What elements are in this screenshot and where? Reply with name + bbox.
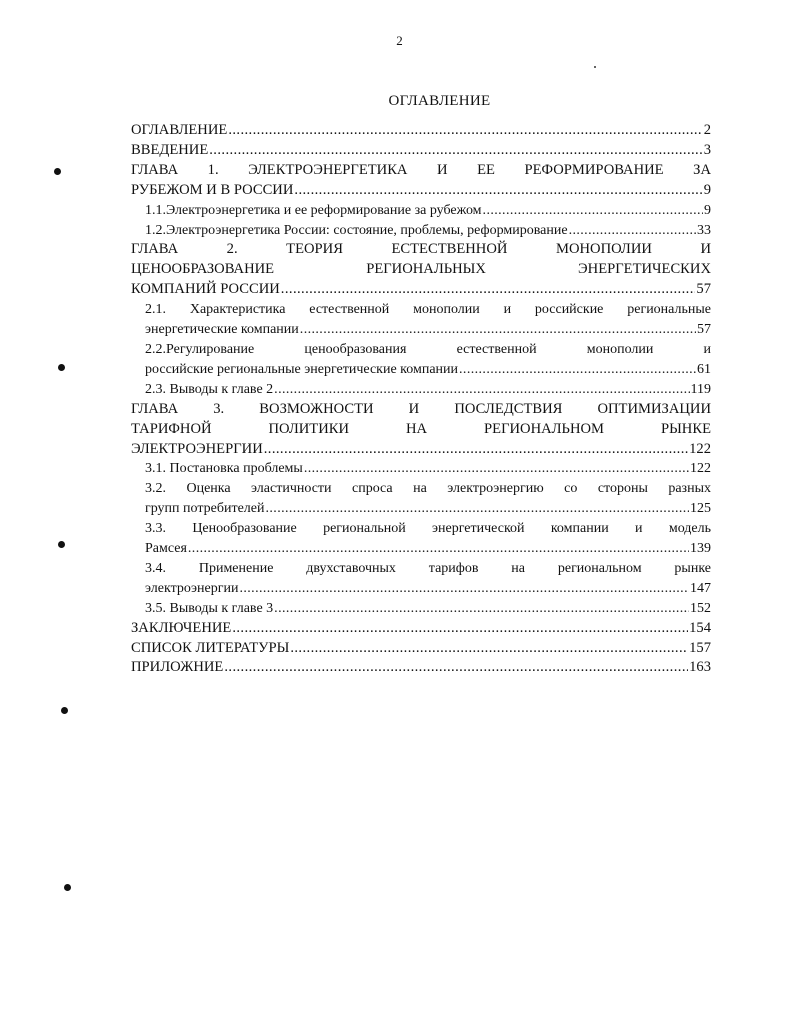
toc-entry-page-number: 125 xyxy=(690,501,711,517)
toc-entry-page-number: 122 xyxy=(690,461,711,477)
dot-leader xyxy=(281,280,696,300)
toc-entry-title: ОГЛАВЛЕНИЕ xyxy=(131,122,228,138)
toc-entry-page-number: 57 xyxy=(697,322,711,338)
toc-entry[interactable] xyxy=(131,221,711,241)
toc-entry-title-line: ГЛАВА 2. ТЕОРИЯ ЕСТЕСТВЕННОЙ МОНОПОЛИИ И xyxy=(131,241,711,258)
toc-entry-title: 1.1.Электроэнергетика и ее реформирование за рубежом xyxy=(145,202,482,218)
dot-leader xyxy=(188,539,689,559)
toc-entry-page-number: 122 xyxy=(689,440,711,457)
toc-entry-title: ПРИЛОЖНИЕ xyxy=(131,659,224,676)
dot-leader xyxy=(266,499,690,519)
dot-leader xyxy=(290,639,688,659)
toc-entry[interactable] xyxy=(131,300,711,340)
toc-entry-title: 3.1. Постановка проблемы xyxy=(145,461,303,477)
dot-leader xyxy=(209,141,702,161)
toc-entry[interactable] xyxy=(131,161,711,201)
toc-entry-page-number: 163 xyxy=(689,659,711,676)
toc-entry[interactable] xyxy=(131,658,711,678)
toc-entry[interactable] xyxy=(131,479,711,519)
toc-entry-page-number: 154 xyxy=(689,619,711,636)
toc-entry-title-line: 3.4. Применение двухставочных тарифов на региональном рынке xyxy=(145,560,711,576)
dot-leader xyxy=(274,380,689,400)
dot-leader xyxy=(224,658,688,678)
toc-entry-title: ЭЛЕКТРОЭНЕРГИИ xyxy=(131,440,263,457)
toc-entry-page-number: 147 xyxy=(690,580,711,596)
dot-leader xyxy=(274,599,689,619)
toc-entry-title: 3.5. Выводы к главе 3 xyxy=(145,600,274,616)
toc-entry[interactable] xyxy=(131,240,711,300)
dot-leader xyxy=(232,619,688,639)
dot-leader xyxy=(294,181,702,201)
toc-entry-title-line: ЦЕНООБРАЗОВАНИЕ РЕГИОНАЛЬНЫХ ЭНЕРГЕТИЧЕСКИХ xyxy=(131,261,711,278)
dot-leader xyxy=(300,320,696,340)
scan-speck xyxy=(594,66,596,68)
toc-entry-title: групп потребителей xyxy=(145,501,265,517)
toc-entry-page-number: 2 xyxy=(703,122,711,138)
scan-speck xyxy=(58,364,65,371)
page-number: 2 xyxy=(396,33,403,48)
toc-entry[interactable] xyxy=(131,619,711,639)
toc-entry-page-number: 157 xyxy=(689,639,711,656)
toc-entry-page-number: 9 xyxy=(703,181,711,198)
toc-entry-title: электроэнергии xyxy=(145,580,239,596)
toc-entry-title: КОМПАНИЙ РОССИИ xyxy=(131,281,280,298)
toc-entry-title: СПИСОК ЛИТЕРАТУРЫ xyxy=(131,639,290,656)
toc-entry-page-number: 139 xyxy=(690,541,711,557)
toc-entry-title: РУБЕЖОМ И В РОССИИ xyxy=(131,181,294,198)
toc-entry[interactable] xyxy=(131,201,711,221)
document-title: ОГЛАВЛЕНИЕ xyxy=(388,93,491,109)
toc-entry[interactable] xyxy=(131,141,711,161)
scan-speck xyxy=(54,168,61,175)
toc-entry[interactable] xyxy=(131,380,711,400)
scan-speck xyxy=(64,884,71,891)
toc-entry[interactable] xyxy=(131,519,711,559)
toc-entry[interactable] xyxy=(131,121,711,141)
toc-entry[interactable] xyxy=(131,559,711,599)
toc-entry-title: энергетические компании xyxy=(145,322,299,338)
toc-entry-title-line: 3.3. Ценообразование региональной энергетической компании и модель xyxy=(145,521,711,537)
toc-entry-title: 2.3. Выводы к главе 2 xyxy=(145,381,274,397)
dot-leader xyxy=(459,360,696,380)
dot-leader xyxy=(239,579,689,599)
scan-speck xyxy=(58,541,65,548)
toc-entry[interactable] xyxy=(131,400,711,460)
toc-entry-page-number: 61 xyxy=(697,361,711,377)
toc-entry-page-number: 3 xyxy=(703,141,711,158)
dot-leader xyxy=(304,459,689,479)
toc-entry-title: ВВЕДЕНИЕ xyxy=(131,141,209,158)
toc-entry[interactable] xyxy=(131,340,711,380)
toc-entry-title: Рамсея xyxy=(145,541,187,557)
scan-speck xyxy=(61,707,68,714)
toc-entry-page-number: 152 xyxy=(690,600,711,616)
toc-entry-page-number: 119 xyxy=(690,381,711,397)
toc-entry-title-line: 2.1. Характеристика естественной монополии и российские региональные xyxy=(145,302,711,318)
dot-leader xyxy=(228,121,702,141)
toc-entry-title: ЗАКЛЮЧЕНИЕ xyxy=(131,619,232,636)
toc-entry-page-number: 57 xyxy=(696,281,711,298)
toc-entry[interactable] xyxy=(131,459,711,479)
toc-entry-title-line: 2.2.Регулирование ценообразования естественной монополии и xyxy=(145,341,711,357)
toc-entry-title: 1.2.Электроэнергетика России: состояние, проблемы, реформирование xyxy=(145,222,568,238)
table-of-contents xyxy=(131,121,711,678)
toc-entry-title-line: 3.2. Оценка эластичности спроса на электроэнергию со стороны разных xyxy=(145,481,711,497)
toc-entry-page-number: 9 xyxy=(704,202,711,218)
toc-entry[interactable] xyxy=(131,599,711,619)
toc-entry-title-line: ГЛАВА 3. ВОЗМОЖНОСТИ И ПОСЛЕДСТВИЯ ОПТИМИЗАЦИИ xyxy=(131,400,711,417)
toc-entry-title: российские региональные энергетические компании xyxy=(145,361,459,377)
dot-leader xyxy=(569,221,696,241)
dot-leader xyxy=(483,201,703,221)
toc-entry[interactable] xyxy=(131,639,711,659)
toc-entry-title-line: ГЛАВА 1. ЭЛЕКТРОЭНЕРГЕТИКА И ЕЕ РЕФОРМИРОВАНИЕ ЗА xyxy=(131,161,711,178)
toc-entry-page-number: 33 xyxy=(697,222,711,238)
dot-leader xyxy=(264,440,688,460)
toc-entry-title-line: ТАРИФНОЙ ПОЛИТИКИ НА РЕГИОНАЛЬНОМ РЫНКЕ xyxy=(131,420,711,437)
